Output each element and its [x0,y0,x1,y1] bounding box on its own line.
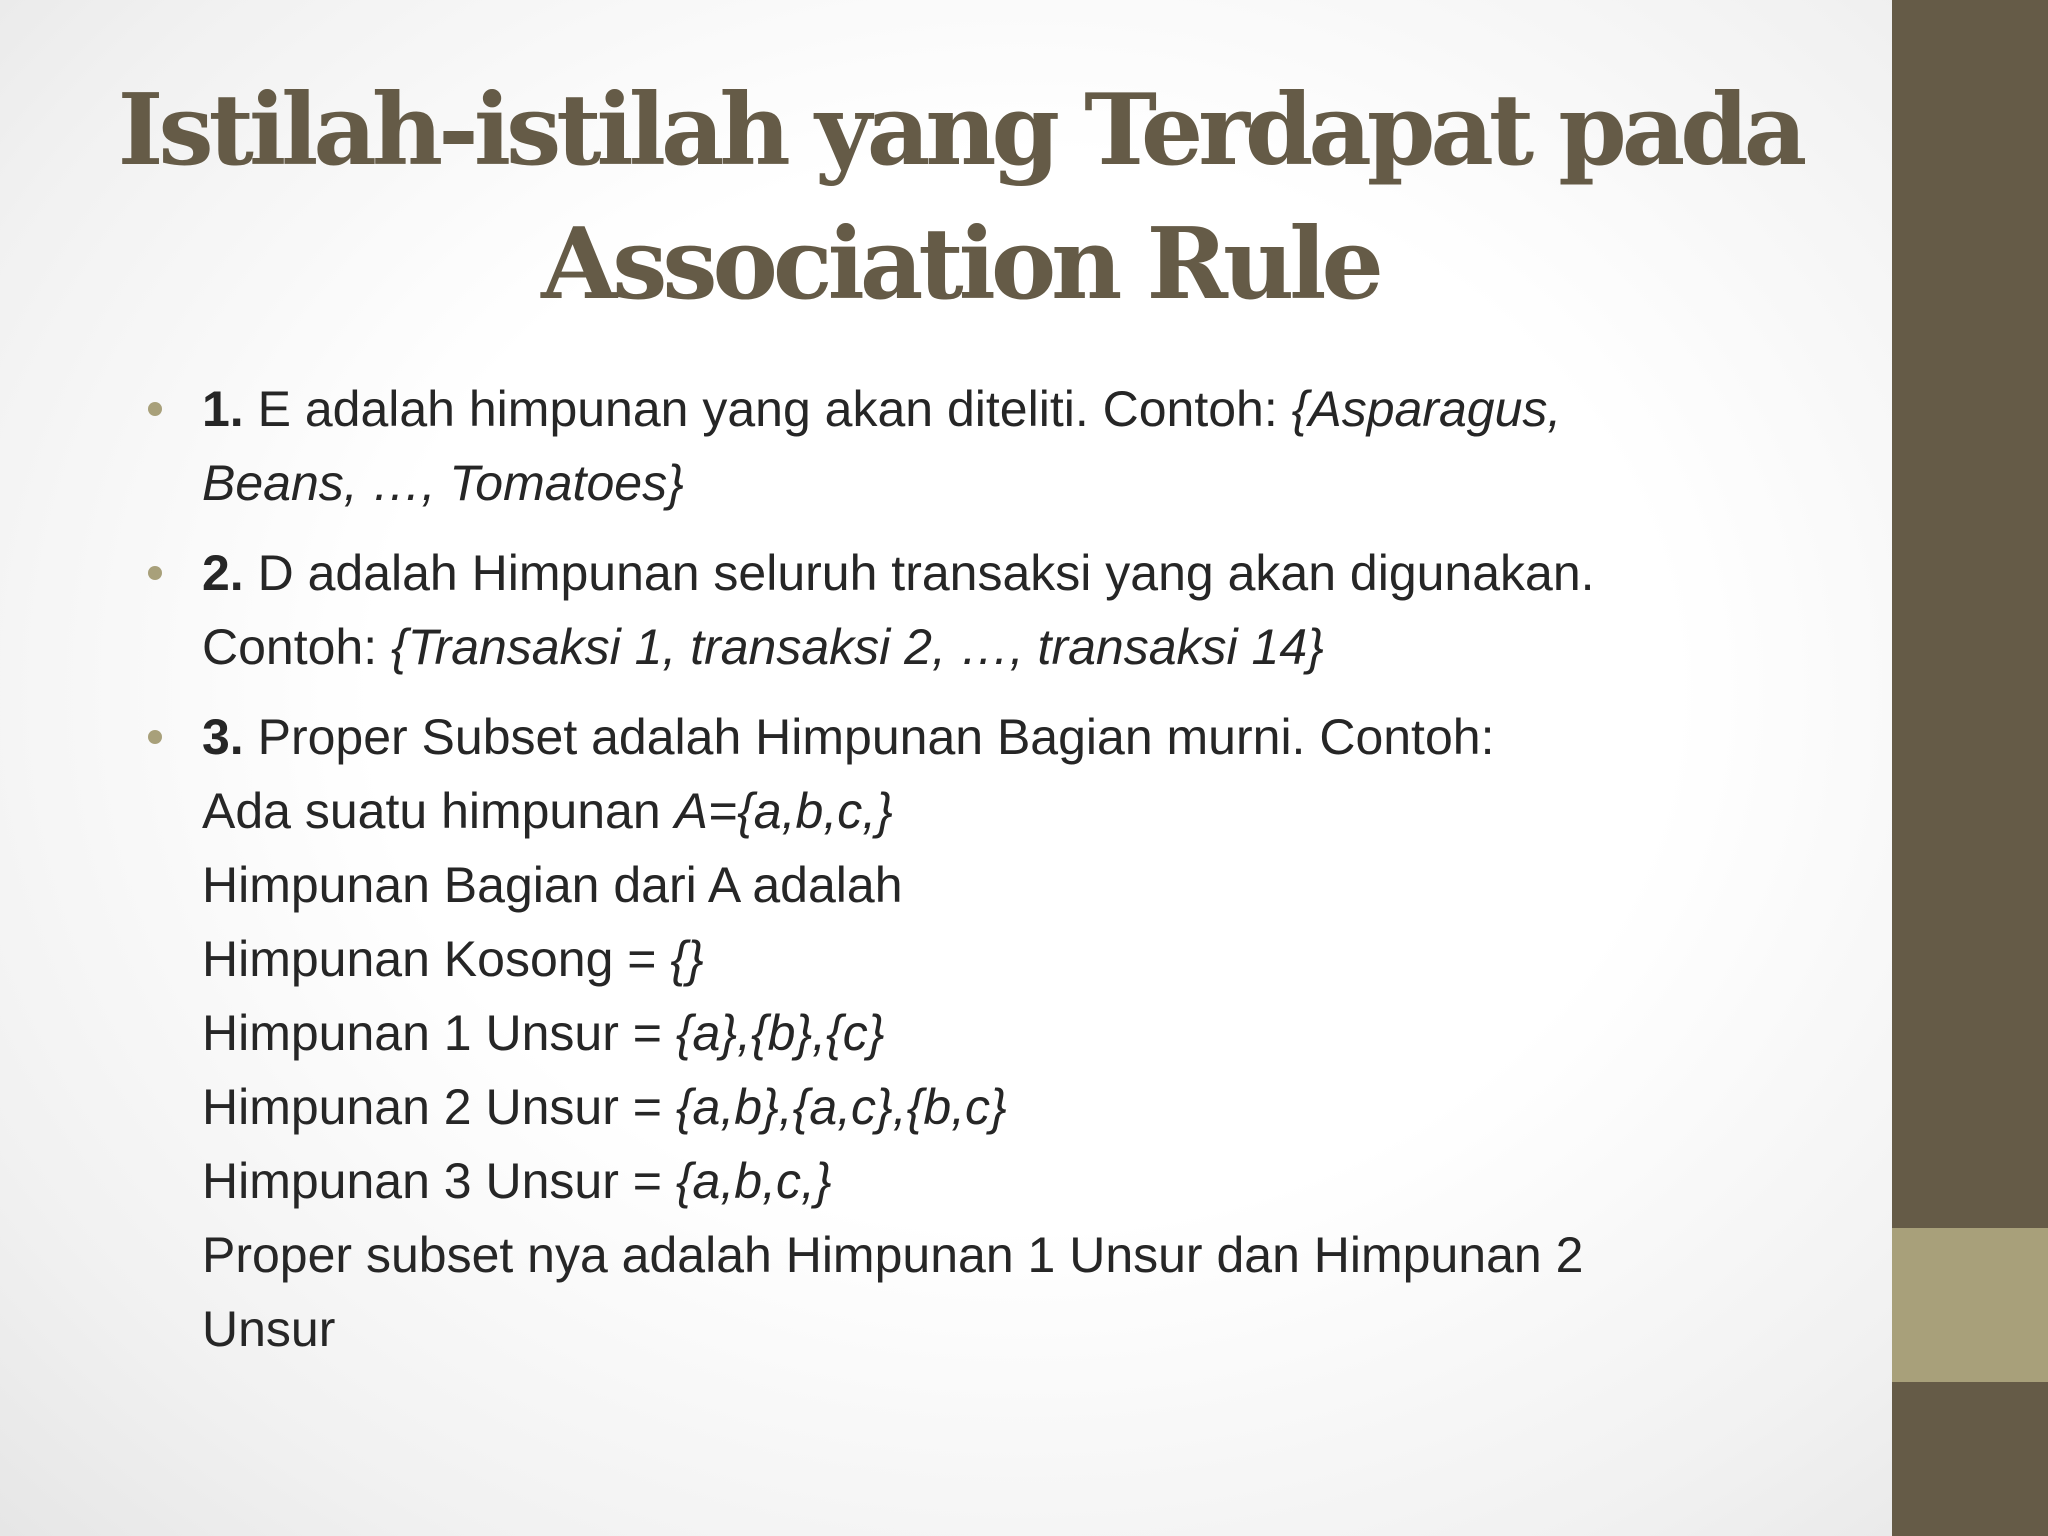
detail-set: {a,b},{a,c},{b,c} [675,1079,1007,1135]
detail-line [202,1292,1780,1366]
item-example-continued: Beans, …, Tomatoes} [202,455,684,511]
detail-line [202,1218,1780,1292]
detail-set: {} [670,931,704,987]
item-3-line-1 [202,700,1780,774]
detail-text: Himpunan 1 Unsur = [202,1005,676,1061]
item-number: 1. [202,381,244,437]
detail-text: Himpunan Kosong = [202,931,671,987]
detail-text: Himpunan 2 Unsur = [202,1079,676,1135]
title-line-2: Association Rule [541,207,1379,322]
item-example: {Asparagus, [1291,381,1562,437]
detail-text: Ada suatu himpunan [202,783,675,839]
item-2-line-2 [202,610,1780,684]
detail-text: Himpunan Bagian dari A adalah [202,857,903,913]
bullet-dot-icon [148,402,162,416]
item-number: 3. [202,709,244,765]
bullet-dot-icon [148,566,162,580]
detail-line [202,1070,1780,1144]
detail-set: {a},{b},{c} [675,1005,885,1061]
decorative-side-accent [1892,1228,2048,1382]
item-2-line-1 [202,536,1780,610]
slide-title [60,64,1860,332]
detail-line [202,922,1780,996]
item-text: D adalah Himpunan seluruh transaksi yang akan digunakan. [243,545,1595,601]
detail-text: Proper subset nya adalah Himpunan 1 Unsur dan Himpunan 2 [202,1227,1584,1283]
detail-line [202,996,1780,1070]
detail-line [202,1144,1780,1218]
item-text: Proper Subset adalah Himpunan Bagian murni. Contoh: [243,709,1495,765]
detail-line [202,848,1780,922]
decorative-side-bar [1892,0,2048,1536]
example-prefix: Contoh: [202,619,392,675]
bullet-list [140,372,1780,1382]
bullet-item-2 [140,536,1780,684]
bullet-item-1 [140,372,1780,520]
bullet-item-3 [140,700,1780,1366]
bullet-dot-icon [148,730,162,744]
item-1-line-1 [202,372,1780,446]
item-number: 2. [202,545,244,601]
detail-line [202,774,1780,848]
title-line-1: Istilah-istilah yang Terdapat pada [117,73,1803,188]
detail-text: Unsur [202,1301,336,1357]
item-example: {Transaksi 1, transaksi 2, …, transaksi 14} [391,619,1324,675]
item-text: E adalah himpunan yang akan diteliti. Contoh: [243,381,1292,437]
detail-set: A={a,b,c,} [674,783,893,839]
detail-text: Himpunan 3 Unsur = [202,1153,676,1209]
detail-set: {a,b,c,} [675,1153,832,1209]
